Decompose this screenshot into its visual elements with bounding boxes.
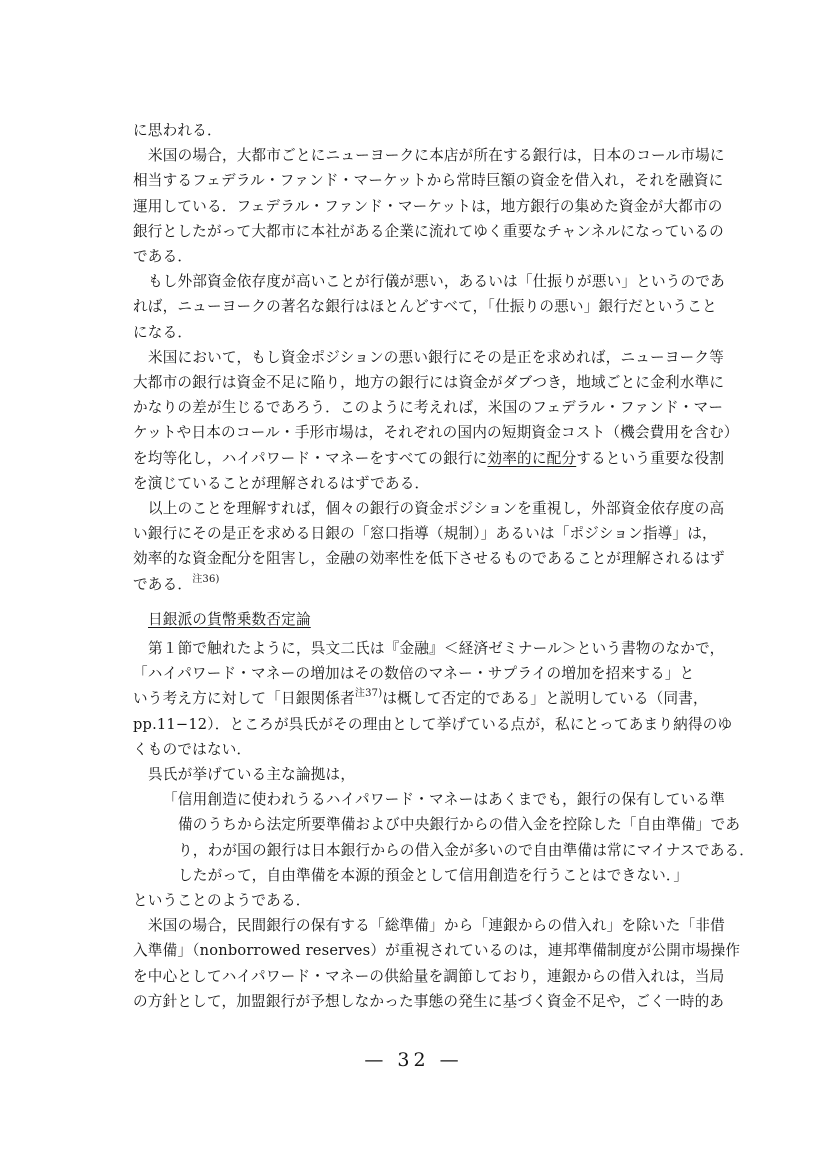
text-line: を中心としてハイパワード・マネーの供給量を調節しており，連銀からの借入れは，当局: [133, 968, 725, 985]
text-line: を演じていることが理解されるはずである．: [133, 475, 430, 492]
text-line: 入準備」（nonborrowed reserves）が重視されているのは，連邦準備制度が公開市場操作: [133, 942, 741, 959]
text-line: の方針として，加盟銀行が予想しなかった事態の発生に基づく資金不足や，ごく一時的あ: [133, 993, 725, 1010]
footnote-ref: 注36): [192, 574, 220, 585]
text-segment: である．: [133, 576, 193, 593]
text-line: になる．: [133, 324, 193, 341]
text-line: くものではない．: [133, 741, 252, 758]
text-line: ケットや日本のコール・手形市場は，それぞれの国内の短期資金コスト（機会費用を含む）: [133, 424, 739, 441]
page-number: — 32 —: [364, 1049, 463, 1071]
text-line: 大都市の銀行は資金不足に陥り，地方の銀行には資金がダブつき，地域ごとに金利水準に: [133, 374, 725, 391]
text-line: 以上のことを理解すれば，個々の銀行の資金ポジションを重視し，外部資金依存度の高: [148, 500, 725, 517]
text-line: 銀行としたがって大都市に本社がある企業に流れてゆく重要なチャンネルになっているの: [133, 223, 724, 240]
text-line: [133, 689, 708, 710]
text-line: い銀行にその是正を求める日銀の「窓口指導（規制）」あるいは「ポジション指導」は，: [133, 525, 717, 542]
text-line: である．: [133, 248, 193, 265]
text-segment: は概して否定的である」と説明している（同書，: [382, 690, 708, 707]
text-line: ということのようである．: [133, 892, 311, 909]
text-line: もし外部資金依存度が高いことが行儀が悪い，あるいは「仕振りが悪い」というのであ: [148, 273, 725, 290]
text-segment: を均等化し，ハイパワード・マネーをすべての銀行に: [133, 450, 488, 467]
text-line: [133, 575, 220, 596]
text-line: 「ハイパワード・マネーの増加はその数倍のマネー・サプライの増加を招来する」と: [133, 665, 695, 682]
text-line: かなりの差が生じるであろう．このように考えれば，米国のフェデラル・ファンド・マー: [133, 399, 724, 416]
quote-line: 備のうちから法定所要準備および中央銀行からの借入金を控除した「自由準備」であ: [178, 816, 741, 833]
text-line: 第１節で触れたように，呉文二氏は『金融』＜経済ゼミナール＞という書物のなかで，: [148, 640, 725, 657]
text-line: れば，ニューヨークの著名な銀行はほとんどすべて，「仕振りの悪い」銀行だということ: [133, 298, 717, 315]
text-segment: するという重要な役割: [576, 450, 725, 467]
text-line: に思われる．: [133, 122, 222, 139]
footnote-ref: 注37): [354, 688, 383, 699]
text-line: 相当するフェデラル・ファンド・マーケットから常時巨額の資金を借入れ，それを融資に: [133, 172, 724, 189]
text-line: 米国において，もし資金ポジションの悪い銀行にその是正を求めれば，ニューヨーク等: [148, 349, 725, 366]
underlined-phrase: 効率的に配分: [487, 450, 577, 467]
text-line: 呉氏が挙げている主な論拠は，: [148, 766, 356, 783]
text-line: 運用している．フェデラル・ファンド・マーケットは，地方銀行の集めた資金が大都市の: [133, 198, 723, 215]
quote-line: したがって，自由準備を本源的預金として信用創造を行うことはできない．」: [178, 867, 689, 884]
quote-line: 「信用創造に使われうるハイパワード・マネーはあくまでも，銀行の保有している準: [163, 791, 725, 808]
text-line: pp.11−12）．ところが呉氏がその理由として挙げている点が，私にとってあまり納得のゆ: [133, 716, 733, 733]
text-line: [133, 449, 724, 468]
text-line: 米国の場合，大都市ごとにニューヨークに本店が所在する銀行は，日本のコール市場に: [148, 147, 725, 164]
quote-line: り，わが国の銀行は日本銀行からの借入金が多いので自由準備は常にマイナスである．: [178, 842, 755, 859]
text-line: 効率的な資金配分を阻害し，金融の効率性を低下させるものであることが理解されるはず: [133, 550, 725, 567]
text-line: 米国の場合，民間銀行の保有する「総準備」から「連銀からの借入れ」を除いた「非借: [148, 917, 725, 934]
section-heading: 日銀派の貨幣乗数否定論: [148, 611, 311, 628]
text-segment: いう考え方に対して「日銀関係者: [133, 690, 355, 707]
